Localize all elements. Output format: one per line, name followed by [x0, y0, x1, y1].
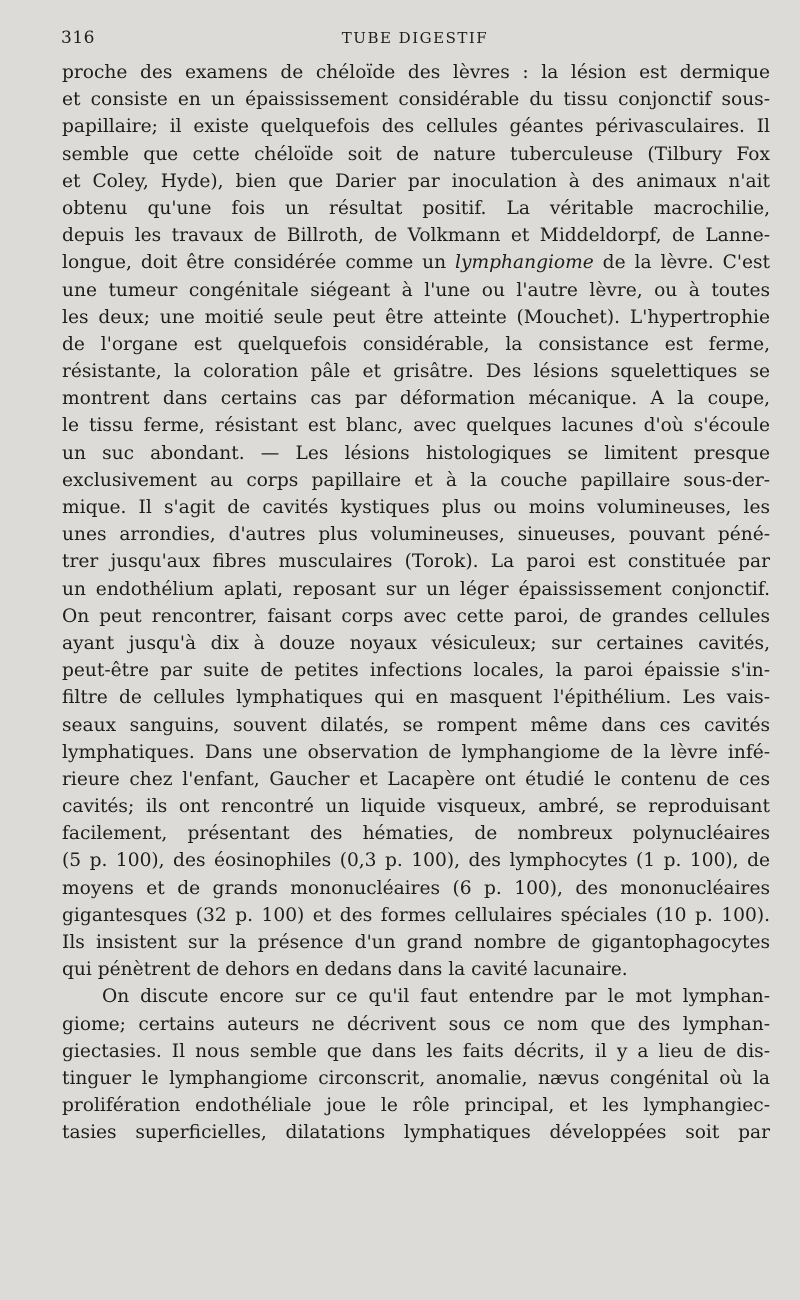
text-line: depuis les travaux de Billroth, de Volkmann et Middeldorpf, de Lanne-: [62, 225, 770, 247]
page-number: 316: [61, 28, 95, 48]
text-line: On discute encore sur ce qu'il faut entendre par le mot lymphan-: [102, 986, 770, 1008]
text-line: proche des examens de chéloïde des lèvres : la lésion est dermique: [62, 62, 770, 83]
text-line: résistante, la coloration pâle et grisâtre. Des lésions squelettiques se: [62, 361, 770, 383]
text-line: seaux sanguins, souvent dilatés, se rompent même dans ces cavités: [62, 714, 770, 736]
text-line: On peut rencontrer, faisant corps avec cette paroi, de grandes cellules: [62, 605, 770, 627]
text-line: moyens et de grands mononucléaires (6 p. 100), des mononucléaires: [62, 877, 770, 899]
text-line: un endothélium aplati, reposant sur un léger épaississement conjonctif.: [62, 578, 770, 600]
text-line: qui pénètrent de dehors en dedans dans la cavité lacunaire.: [62, 959, 628, 981]
text-line: lymphatiques. Dans une observation de lymphangiome de la lèvre infé-: [62, 741, 770, 763]
text-line: tasies superficielles, dilatations lymphatiques développées soit par: [62, 1122, 770, 1144]
text-line: mique. Il s'agit de cavités kystiques plus ou moins volumineuses, les: [62, 497, 770, 518]
text-line: longue, doit être considérée comme un lymphangiome de la lèvre. C'est: [62, 252, 770, 274]
emphasized-term: lymphangiome: [455, 252, 594, 274]
text-line: unes arrondies, d'autres plus volumineuses, sinueuses, pouvant péné-: [62, 524, 770, 546]
text-line: filtre de cellules lymphatiques qui en masquent l'épithélium. Les vais-: [62, 687, 770, 709]
text-line: un suc abondant. — Les lésions histologiques se limitent presque: [62, 442, 770, 464]
text-line: Ils insistent sur la présence d'un grand nombre de gigantophagocytes: [62, 932, 770, 953]
text-line: une tumeur congénitale siégeant à l'une ou l'autre lèvre, ou à toutes: [62, 279, 770, 301]
text-line: rieure chez l'enfant, Gaucher et Lacapère ont étudié le contenu de ces: [62, 768, 770, 790]
text-line: montrent dans certains cas par déformation mécanique. A la coupe,: [62, 388, 770, 410]
text-line: ayant jusqu'à dix à douze noyaux vésiculeux; sur certaines cavités,: [62, 632, 770, 654]
text-line: et Coley, Hyde), bien que Darier par inoculation à des animaux n'ait: [62, 170, 770, 192]
page-header: [0, 28, 800, 52]
text-line: facilement, présentant des hématies, de nombreux polynucléaires: [62, 823, 770, 845]
text-line: giectasies. Il nous semble que dans les faits décrits, il y a lieu de dis-: [62, 1040, 770, 1062]
body-text: [62, 59, 770, 1147]
text-line: obtenu qu'une fois un résultat positif. La véritable macrochilie,: [62, 197, 770, 219]
text-line: (5 p. 100), des éosinophiles (0,3 p. 100), des lymphocytes (1 p. 100), de: [62, 850, 770, 872]
text-line: et consiste en un épaississement considérable du tissu conjonctif sous-: [62, 89, 770, 111]
text-line: de l'organe est quelquefois considérable, la consistance est ferme,: [62, 333, 770, 355]
text-line: cavités; ils ont rencontré un liquide visqueux, ambré, se reproduisant: [62, 796, 770, 818]
text-line: prolifération endothéliale joue le rôle principal, et les lymphangiec-: [62, 1095, 770, 1117]
text-line: semble que cette chéloïde soit de nature tuberculeuse (Tilbury Fox: [62, 143, 770, 165]
text-line: tinguer le lymphangiome circonscrit, anomalie, nævus congénital où la: [62, 1067, 770, 1089]
running-title: TUBE DIGESTIF: [341, 29, 489, 47]
text-line: giome; certains auteurs ne décrivent sous ce nom que des lymphan-: [62, 1013, 770, 1035]
text-line: trer jusqu'aux fibres musculaires (Torok). La paroi est constituée par: [62, 551, 770, 573]
text-line: exclusivement au corps papillaire et à la couche papillaire sous-der-: [62, 469, 770, 491]
text-line: gigantesques (32 p. 100) et des formes cellulaires spéciales (10 p. 100).: [62, 904, 770, 926]
text-line: le tissu ferme, résistant est blanc, avec quelques lacunes d'où s'écoule: [62, 415, 770, 437]
text-line: les deux; une moitié seule peut être atteinte (Mouchet). L'hypertrophie: [62, 306, 770, 328]
text-line: papillaire; il existe quelquefois des cellules géantes périvasculaires. Il: [62, 116, 770, 138]
text-line: peut-être par suite de petites infections locales, la paroi épaissie s'in-: [62, 660, 770, 682]
